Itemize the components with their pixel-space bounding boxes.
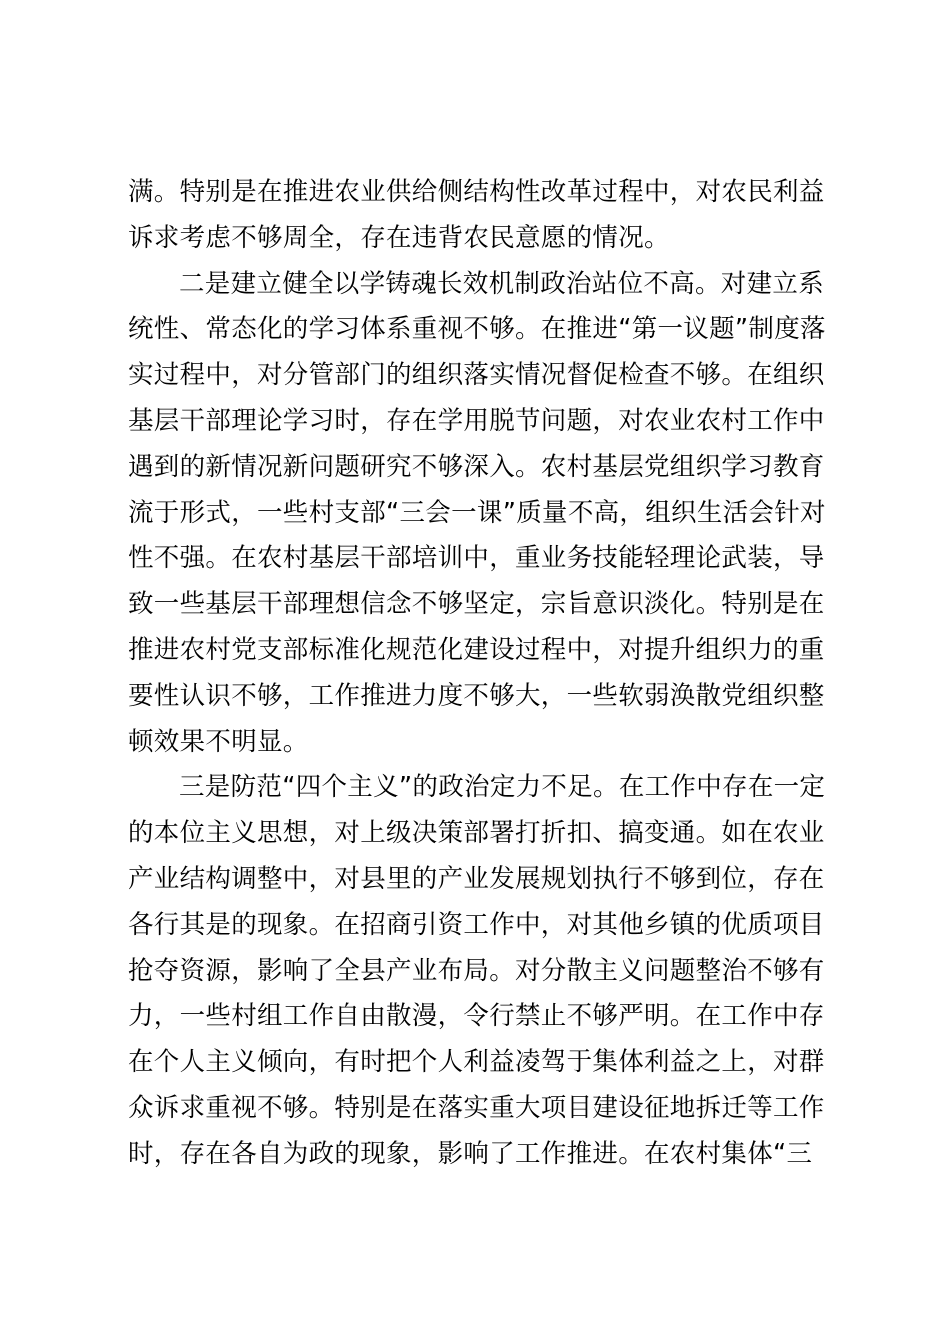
text-line: 推进农村党支部标准化规范化建设过程中，对提升组织力的重: [128, 634, 825, 665]
text-line: 性不强。在农村基层干部培训中，重业务技能轻理论武装，导: [128, 543, 825, 574]
text-line: 统性、常态化的学习体系重视不够。在推进“第一议题”制度落: [128, 314, 826, 345]
text-line: 诉求考虑不够周全，存在违背农民意愿的情况。: [128, 222, 670, 253]
text-line: 遇到的新情况新问题研究不够深入。农村基层党组织学习教育: [128, 451, 825, 482]
text-line: 众诉求重视不够。特别是在落实重大项目建设征地拆迁等工作: [128, 1092, 825, 1123]
text-line: 满。特别是在推进农业供给侧结构性改革过程中，对农民利益: [128, 177, 825, 207]
text-line: 实过程中，对分管部门的组织落实情况督促检查不够。在组织: [128, 360, 825, 391]
text-line: 要性认识不够，工作推进力度不够大，一些软弱涣散党组织整: [128, 680, 825, 711]
text-line: 致一些基层干部理想信念不够坚定，宗旨意识淡化。特别是在: [128, 589, 825, 620]
text-line: 三是防范“四个主义”的政治定力不足。在工作中存在一定: [179, 772, 826, 803]
text-line: 流于形式，一些村支部“三会一课”质量不高，组织生活会针对: [128, 497, 826, 528]
text-line: 力，一些村组工作自由散漫，令行禁止不够严明。在工作中存: [128, 1001, 825, 1032]
text-line: 二是建立健全以学铸魂长效机制政治站位不高。对建立系: [179, 268, 825, 299]
text-line: 顿效果不明显。: [128, 726, 309, 757]
text-line: 基层干部理论学习时，存在学用脱节问题，对农业农村工作中: [128, 405, 825, 436]
document-body: [128, 170, 828, 1178]
text-line: 各行其是的现象。在招商引资工作中，对其他乡镇的优质项目: [128, 909, 825, 940]
text-line: 抢夺资源，影响了全县产业布局。对分散主义问题整治不够有: [128, 955, 825, 986]
text-line: 的本位主义思想，对上级决策部署打折扣、搞变通。如在农业: [128, 818, 825, 849]
text-line: 时，存在各自为政的现象，影响了工作推进。在农村集体“三: [128, 1138, 813, 1169]
text-line: 产业结构调整中，对县里的产业发展规划执行不够到位，存在: [128, 863, 825, 894]
text-line: 在个人主义倾向，有时把个人利益凌驾于集体利益之上，对群: [128, 1047, 825, 1078]
